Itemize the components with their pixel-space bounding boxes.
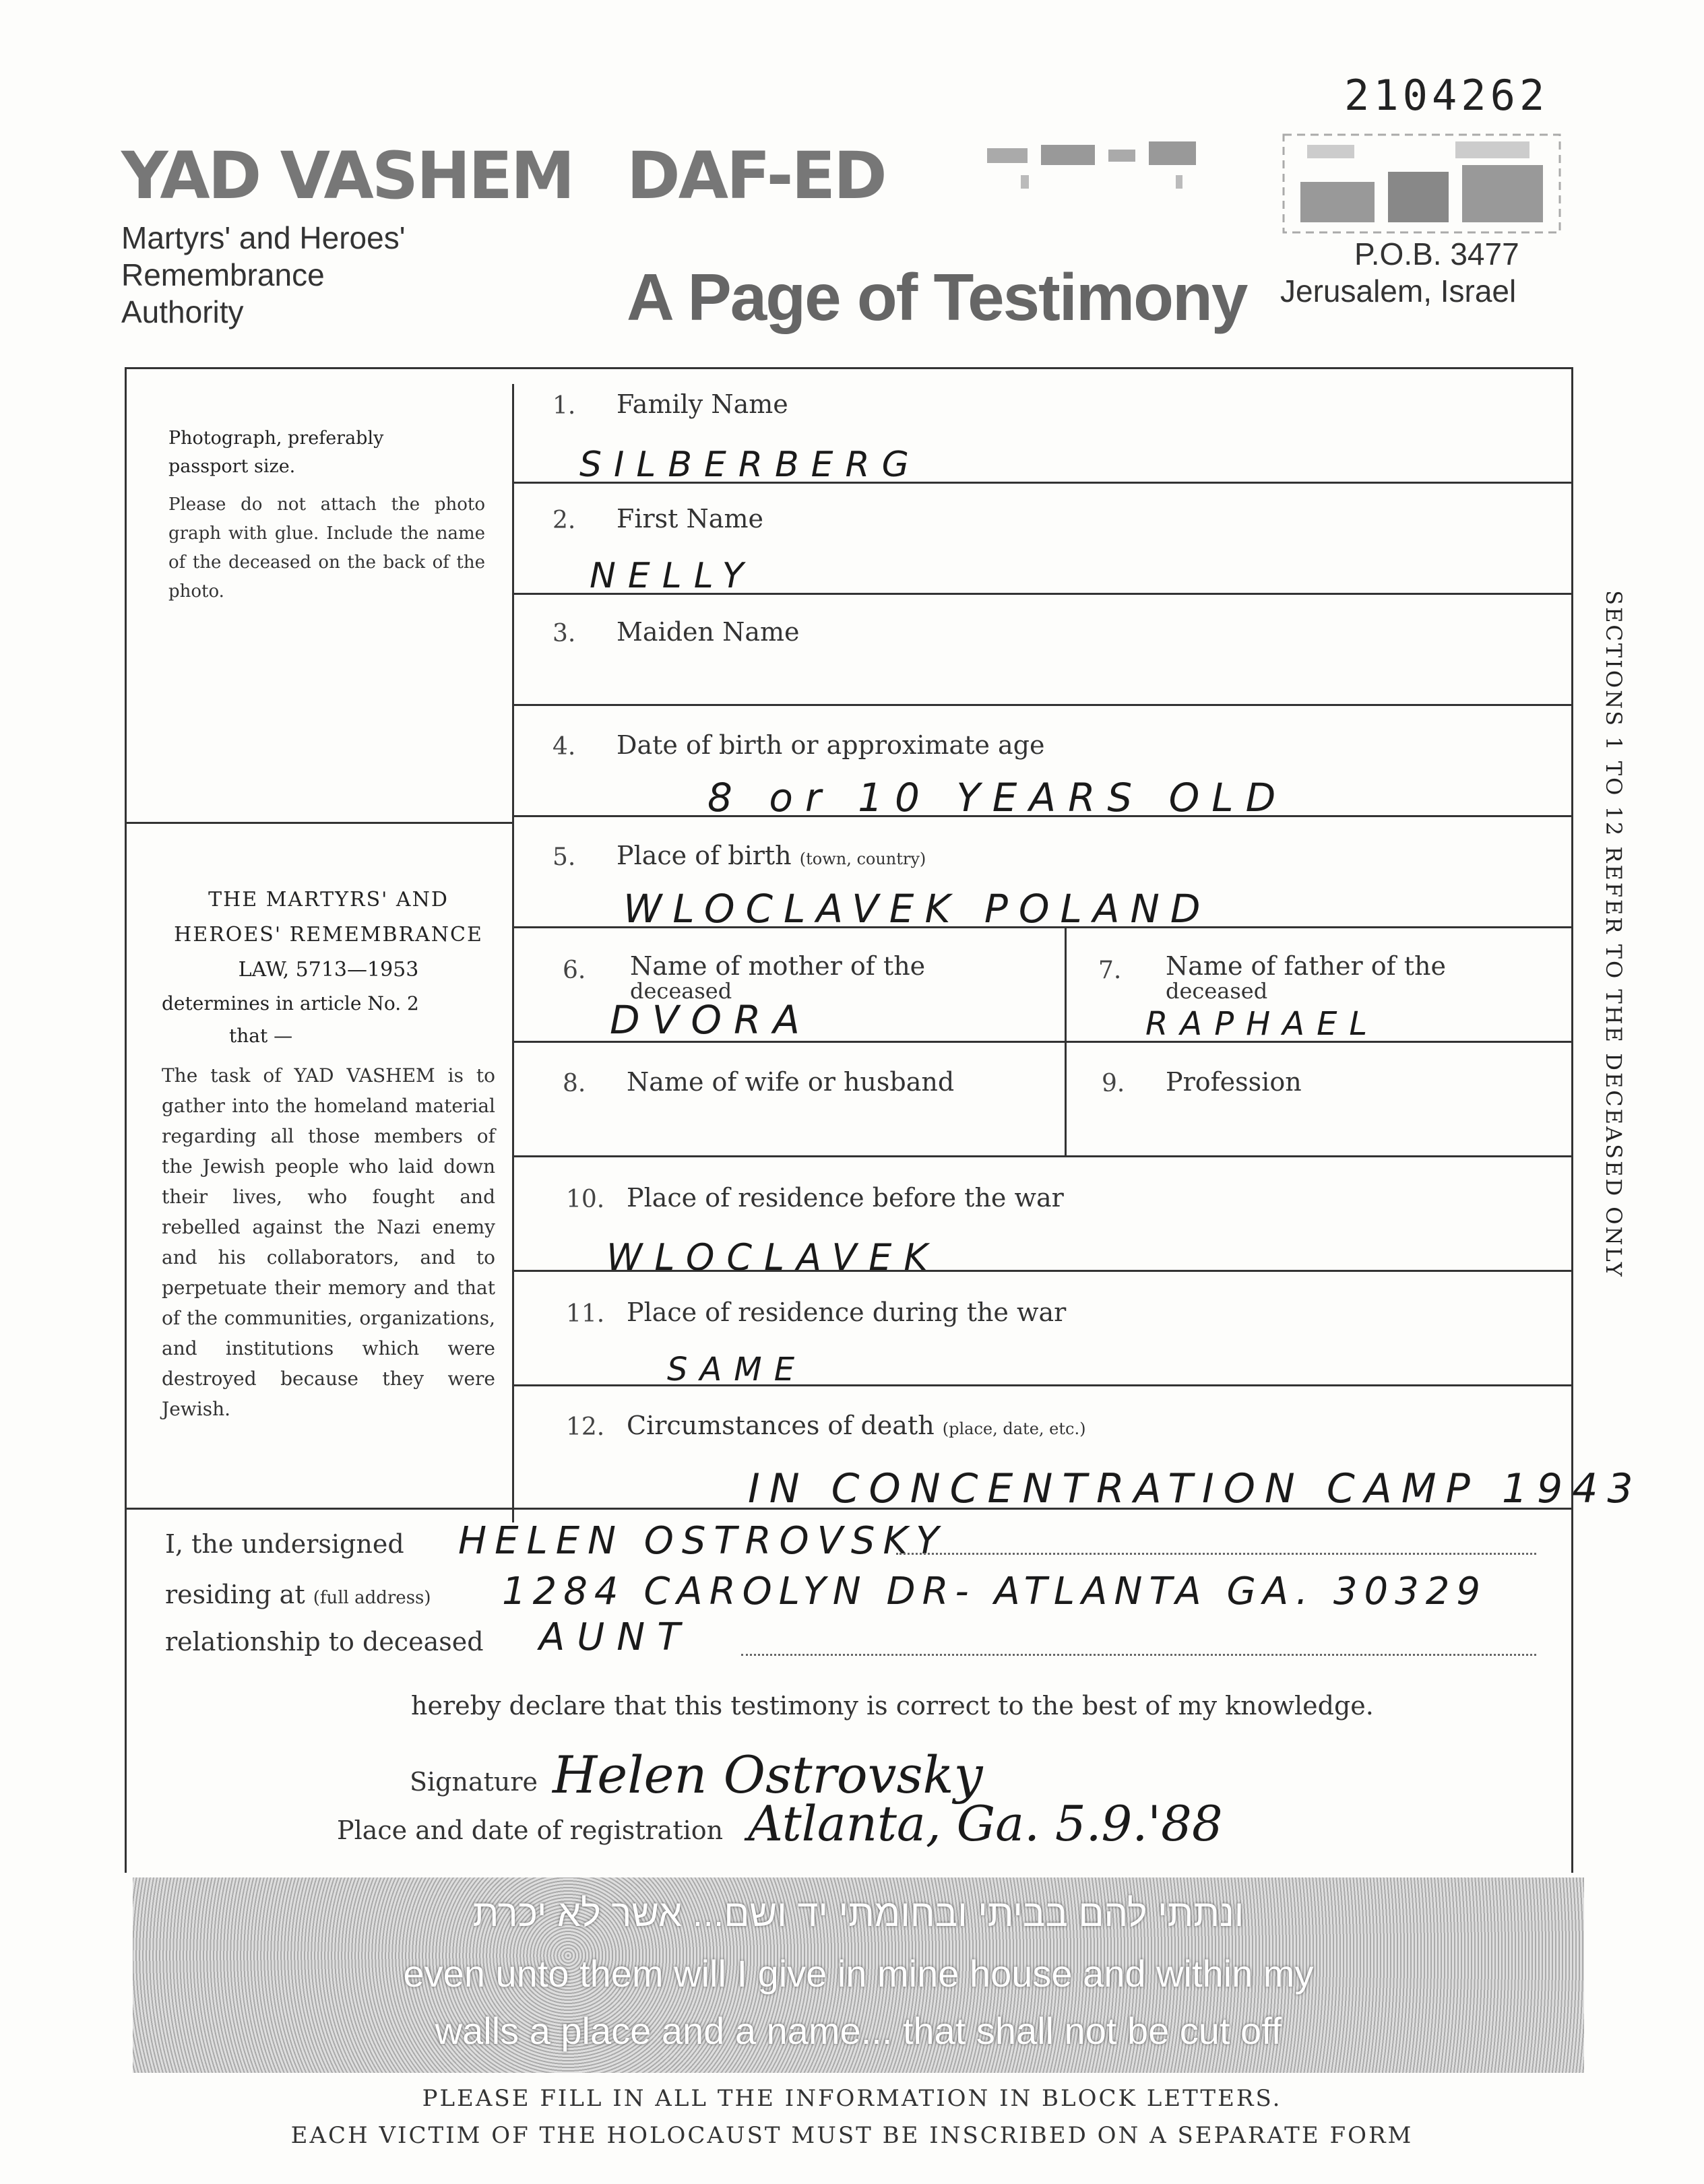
signature-label: Signature <box>410 1767 538 1797</box>
field-6-number: 6. <box>563 957 586 984</box>
place-date-value[interactable]: Atlanta, Ga. 5.9.'88 <box>748 1795 1223 1852</box>
residing-value[interactable]: 1284 CAROLYN DR- ATLANTA GA. 30329 <box>502 1570 1487 1613</box>
field-12-label <box>627 1411 1085 1440</box>
undersigned-value[interactable]: HELEN OSTROVSKY <box>458 1519 947 1563</box>
law-heading-2: HEROES' REMEMBRANCE <box>174 923 483 946</box>
law-heading-3: LAW, 5713—1953 <box>238 958 419 982</box>
field-4-label: Date of birth or approximate age <box>617 730 1045 760</box>
field-1-number: 1. <box>553 392 576 420</box>
field-2-label: First Name <box>617 504 763 534</box>
law-that: that — <box>229 1025 293 1047</box>
declare-text: hereby declare that this testimony is correct to the best of my knowledge. <box>411 1691 1374 1721</box>
field-1-label: Family Name <box>617 389 788 419</box>
org-name: YAD VASHEM <box>121 138 573 214</box>
quote-line-3: walls a place and a name... that shall not be cut off <box>435 2010 1282 2052</box>
field-10-label: Place of residence before the war <box>627 1183 1064 1213</box>
org-subtitle-2: Remembrance <box>121 257 325 292</box>
field-1-value[interactable]: SILBERBERG <box>579 445 921 485</box>
serial-number: 2104262 <box>1344 71 1549 120</box>
field-4-value[interactable]: 8 or 10 YEARS OLD <box>707 775 1288 821</box>
field-6-label-2: deceased <box>630 978 732 1004</box>
law-box <box>162 882 495 1424</box>
relationship-label: relationship to deceased <box>165 1627 484 1657</box>
photo-title-1: Photograph, preferably <box>168 428 384 449</box>
field-7-value[interactable]: RAPHAEL <box>1145 1005 1380 1043</box>
postal-stamp-graphic <box>1280 131 1563 236</box>
field-11-label: Place of residence during the war <box>627 1297 1067 1327</box>
place-date-label: Place and date of registration <box>337 1816 724 1845</box>
hebrew-stamp-graphic <box>980 135 1223 216</box>
field-2-number: 2. <box>553 507 576 534</box>
field-4-number: 4. <box>553 733 576 761</box>
residing-label-small: (full address) <box>313 1588 431 1608</box>
field-8-number: 8. <box>563 1070 586 1097</box>
residing-label <box>165 1580 431 1609</box>
field-5-label <box>617 841 926 870</box>
photo-instructions: Please do not attach the photo graph with glue. Include the name of the deceased on the back of the photo. <box>168 494 485 602</box>
org-subtitle-3: Authority <box>121 294 244 329</box>
field-11-value[interactable]: SAME <box>667 1351 807 1388</box>
field-12-label-small: (place, date, etc.) <box>942 1419 1086 1438</box>
field-6-value[interactable]: DVORA <box>610 997 812 1043</box>
field-6-label <box>630 951 926 1004</box>
law-text: The task of YAD VASHEM is to gather into the homeland material regarding all those members of the Jewish people who laid down their lives, who fought and rebelled against the Nazi enemy and his collaborators, and to perpetuate their memory and that of the communities, organizations, and institutions which were destroyed because they were Jewish. <box>162 1064 495 1420</box>
undersigned-label: I, the undersigned <box>165 1529 404 1559</box>
quote-banner <box>133 1877 1584 2073</box>
form-title: A Page of Testimony <box>627 260 1247 334</box>
signature-value[interactable]: Helen Ostrovsky <box>553 1745 983 1805</box>
field-8-label: Name of wife or husband <box>627 1067 955 1097</box>
form-name: DAF-ED <box>627 138 885 214</box>
side-note: SECTIONS 1 TO 12 REFER TO THE DECEASED ONLY <box>1601 590 1627 1279</box>
footer-line-2: EACH VICTIM OF THE HOLOCAUST MUST BE INSCRIBED ON A SEPARATE FORM <box>290 2122 1414 2149</box>
field-9-number: 9. <box>1102 1070 1125 1097</box>
address-pob: P.O.B. 3477 <box>1354 236 1519 271</box>
field-7-number: 7. <box>1098 957 1122 984</box>
field-10-value[interactable]: WLOCLAVEK <box>606 1236 940 1279</box>
law-determines: determines in article No. 2 <box>162 992 419 1015</box>
field-5-label-small: (town, country) <box>799 849 926 868</box>
quote-line-2: even unto them will I give in mine house and within my <box>403 1952 1314 1995</box>
field-3-label: Maiden Name <box>617 617 800 647</box>
field-5-label-main: Place of birth <box>617 841 792 870</box>
residing-label-main: residing at <box>165 1580 305 1609</box>
field-12-value[interactable]: IN CONCENTRATION CAMP 1943 <box>748 1465 1643 1512</box>
field-5-value[interactable]: WLOCLAVEK POLAND <box>623 886 1211 932</box>
field-7-label <box>1166 951 1446 1004</box>
quote-line-1: ונתתי להם בביתי ובחומתי יד ושם... אשר לא יכרת <box>472 1892 1244 1934</box>
photo-box <box>168 424 485 606</box>
photo-title-2: passport size. <box>168 456 296 477</box>
org-subtitle-1: Martyrs' and Heroes' <box>121 220 406 255</box>
field-10-number: 10. <box>566 1186 605 1213</box>
field-2-value[interactable]: NELLY <box>590 556 756 596</box>
field-7-label-2: deceased <box>1166 978 1268 1004</box>
address-city: Jerusalem, Israel <box>1280 274 1517 309</box>
field-6-label-1: Name of mother of the <box>630 951 926 981</box>
field-3-number: 3. <box>553 620 576 647</box>
field-7-label-1: Name of father of the <box>1166 951 1446 981</box>
field-5-number: 5. <box>553 843 576 871</box>
law-heading-1: THE MARTYRS' AND <box>208 888 449 911</box>
relationship-value[interactable]: AUNT <box>539 1615 693 1659</box>
field-9-label: Profession <box>1166 1067 1302 1097</box>
field-11-number: 11. <box>566 1300 605 1328</box>
field-12-label-main: Circumstances of death <box>627 1411 935 1440</box>
field-12-number: 12. <box>566 1413 605 1441</box>
footer-line-1: PLEASE FILL IN ALL THE INFORMATION IN BLOCK LETTERS. <box>422 2085 1282 2112</box>
